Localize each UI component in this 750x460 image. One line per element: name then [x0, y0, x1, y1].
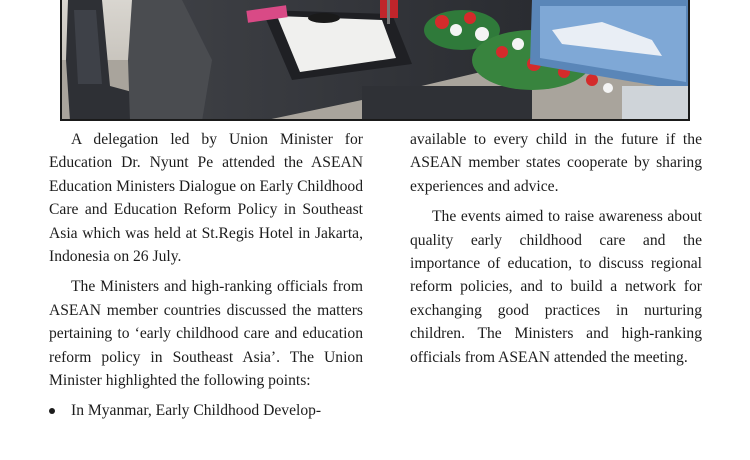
article-left-column [49, 128, 363, 423]
meeting-photo [60, 0, 690, 121]
bullet-item [49, 399, 363, 422]
meeting-photo-image [62, 0, 690, 121]
article-right-column [410, 128, 702, 369]
bullet-list [49, 399, 363, 422]
bullet-text: In Myanmar, Early Childhood Develop- [71, 402, 322, 420]
bullet-dot-icon [49, 408, 55, 414]
article-paragraph-continued: available to every child in the future if the ASEAN member states cooperate by sharing experiences and advice. [410, 131, 702, 195]
article-paragraph: The Ministers and high-ranking officials from ASEAN member countries discussed the matters pertaining to ‘early childhood care and education reform policy in Southeast Asia’. The Union Minister highlighted the following points: [49, 278, 363, 390]
article-paragraph: The events aimed to raise awareness about quality early childhood care and the importance of education, to discuss regional reform policies, and to build a network for exchanging good practices in nurturing children. The Ministers and high-ranking officials from ASEAN attended the meeting. [410, 208, 702, 366]
article-paragraph: A delegation led by Union Minister for Education Dr. Nyunt Pe attended the ASEAN Education Ministers Dialogue on Early Childhood Care and Education Reform Policy in Southeast Asia which was held at St.Regis Hotel in Jakarta, Indonesia on 26 July. [49, 131, 363, 266]
